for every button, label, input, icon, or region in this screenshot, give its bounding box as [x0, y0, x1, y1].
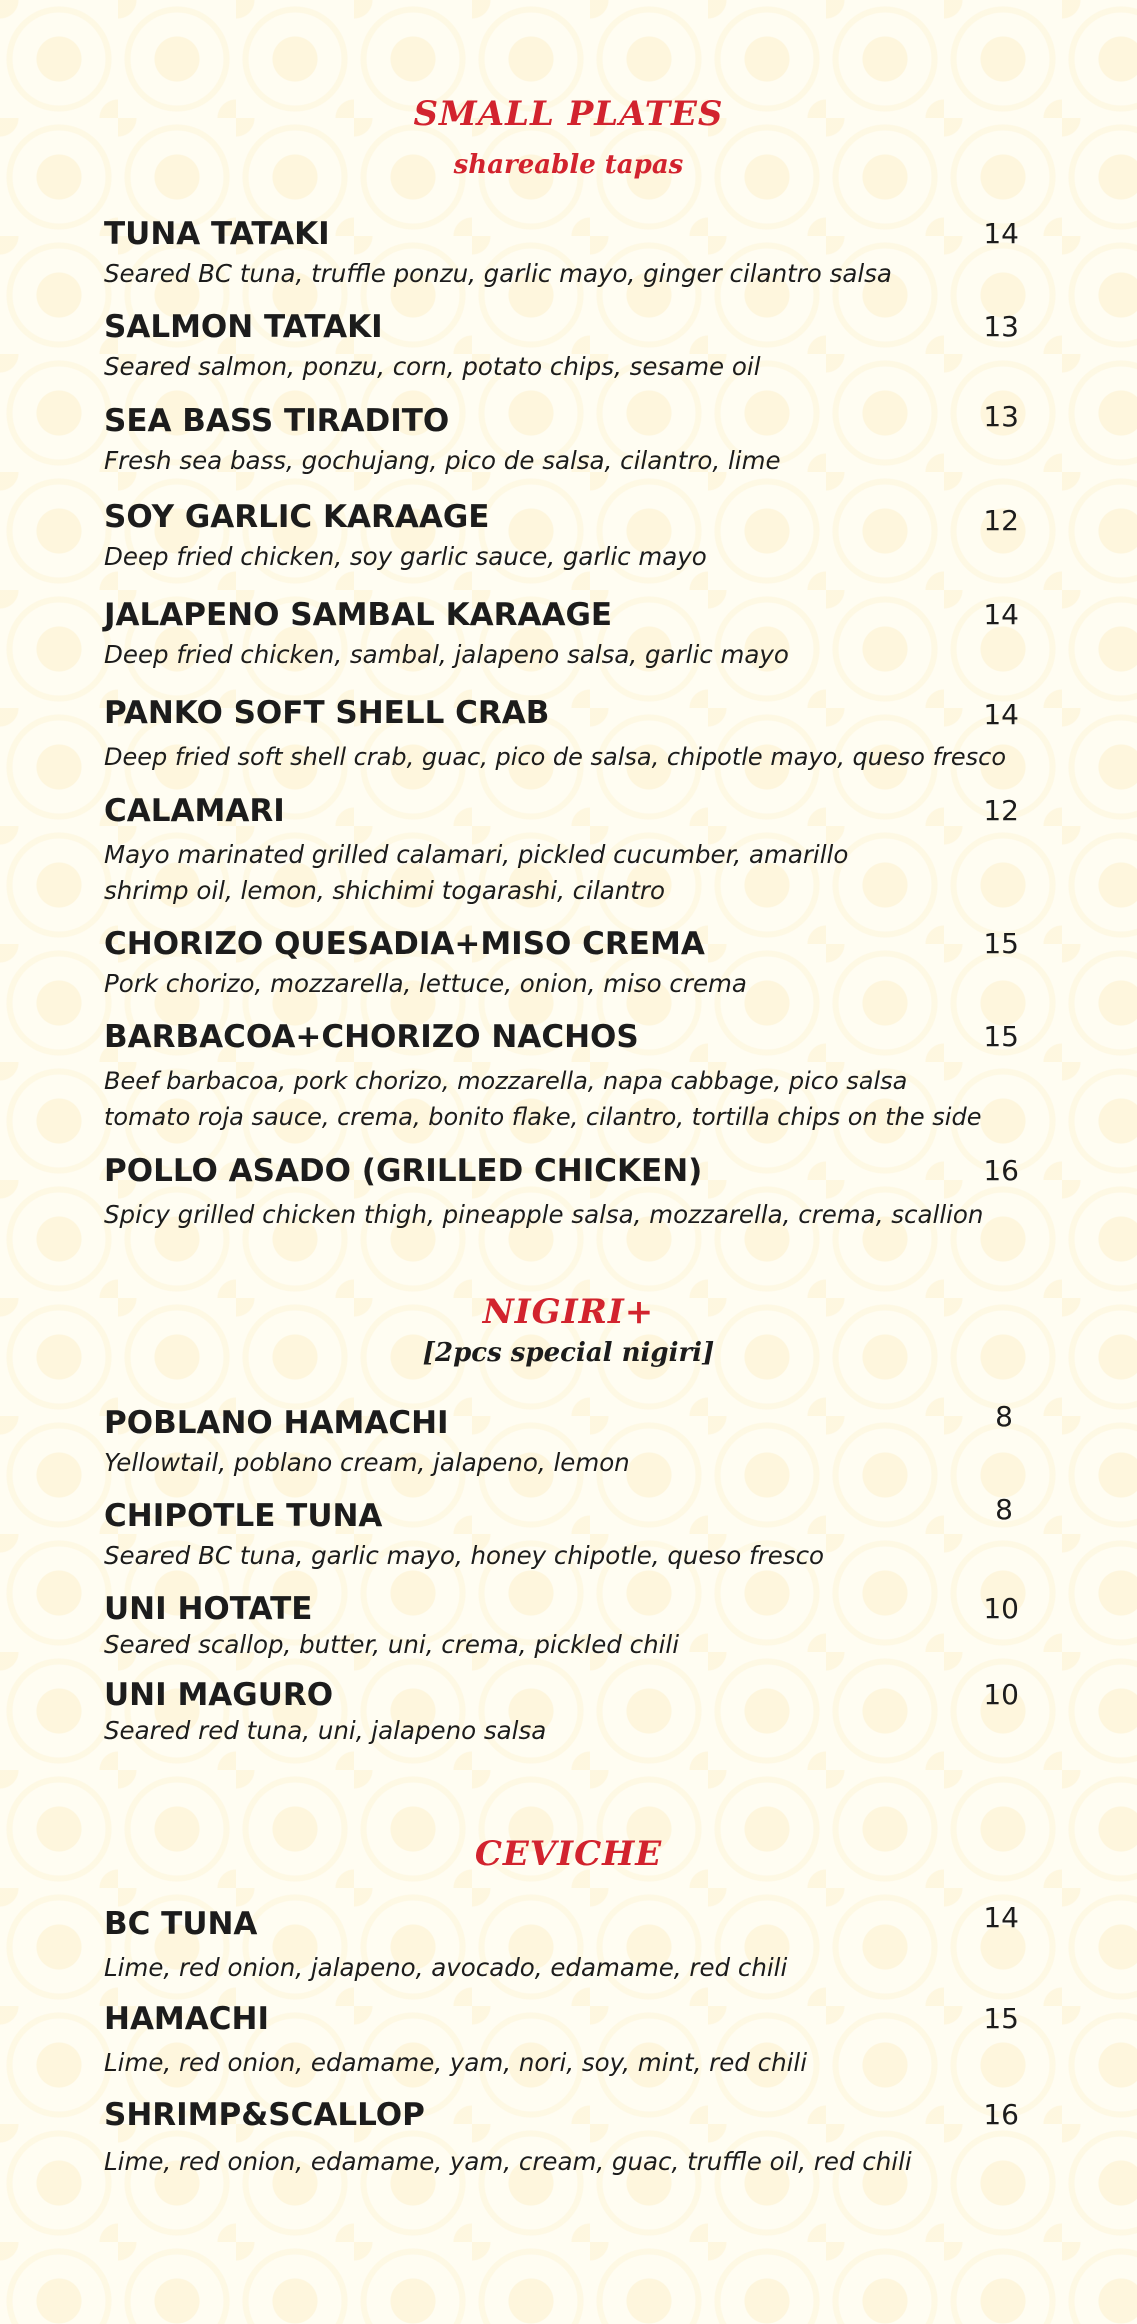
item-description-line: Lime, red onion, edamame, yam, cream, guac, truffle oil, red chili	[104, 2147, 912, 2176]
item-name: BC TUNA	[104, 1906, 258, 1942]
item-description-line: Deep fried chicken, sambal, jalapeno salsa, garlic mayo	[104, 640, 789, 669]
item-description	[104, 1063, 1044, 1135]
item-name: BARBACOA+CHORIZO NACHOS	[104, 1019, 639, 1055]
item-price: 10	[983, 1678, 1019, 1711]
item-description	[104, 637, 1044, 673]
item-price: 15	[983, 927, 1019, 960]
item-name: JALAPENO SAMBAL KARAAGE	[104, 597, 613, 633]
item-name: HAMACHI	[104, 2001, 270, 2037]
item-price: 12	[983, 794, 1019, 827]
ceviche-title: CEVICHE	[474, 1834, 663, 1874]
item-description-line: Spicy grilled chicken thigh, pineapple salsa, mozzarella, crema, scallion	[104, 1200, 984, 1229]
item-name: TUNA TATAKI	[104, 216, 330, 252]
item-description-line: Beef barbacoa, pork chorizo, mozzarella, napa cabbage, pico salsa	[104, 1067, 908, 1095]
item-description	[104, 539, 1044, 575]
item-description	[104, 1197, 1044, 1233]
item-price: 15	[983, 1020, 1019, 1053]
item-name: UNI HOTATE	[104, 1591, 313, 1627]
item-description-line: Yellowtail, poblano cream, jalapeno, lemon	[104, 1448, 630, 1477]
item-name: CHORIZO QUESADIA+MISO CREMA	[104, 926, 705, 962]
item-price: 12	[983, 504, 1019, 537]
item-description-line: Lime, red onion, jalapeno, avocado, edamame, red chili	[104, 1953, 788, 1982]
item-description	[104, 1445, 1044, 1481]
item-description-line: shrimp oil, lemon, shichimi togarashi, cilantro	[104, 876, 665, 905]
item-description-line: Deep fried chicken, soy garlic sauce, garlic mayo	[104, 542, 707, 571]
item-description-line: Mayo marinated grilled calamari, pickled cucumber, amarillo	[104, 840, 849, 869]
item-price: 13	[983, 310, 1019, 343]
item-price: 14	[983, 217, 1019, 250]
item-description	[104, 349, 1044, 385]
item-description	[104, 2144, 1044, 2180]
small-plates-subtitle: shareable tapas	[453, 150, 684, 180]
item-price: 16	[983, 1154, 1019, 1187]
item-description-line: Fresh sea bass, gochujang, pico de salsa, cilantro, lime	[104, 446, 781, 475]
item-description-line: Seared scallop, butter, uni, crema, pickled chili	[104, 1630, 680, 1659]
item-description-line: Seared BC tuna, garlic mayo, honey chipotle, queso fresco	[104, 1541, 825, 1570]
nigiri-title: NIGIRI+	[482, 1292, 655, 1332]
item-description	[104, 1538, 1044, 1574]
item-price: 16	[983, 2098, 1019, 2131]
item-description-line: Seared BC tuna, truffle ponzu, garlic mayo, ginger cilantro salsa	[104, 259, 892, 288]
item-price: 14	[983, 698, 1019, 731]
item-name: SOY GARLIC KARAAGE	[104, 499, 490, 535]
item-description	[104, 739, 1044, 775]
item-price: 8	[995, 1493, 1013, 1526]
item-description-line: Seared red tuna, uni, jalapeno salsa	[104, 1716, 547, 1745]
item-name: POLLO ASADO (GRILLED CHICKEN)	[104, 1153, 703, 1189]
item-description	[104, 1627, 1044, 1663]
item-description	[104, 2045, 1044, 2081]
item-name: UNI MAGURO	[104, 1677, 334, 1713]
item-price: 13	[983, 400, 1019, 433]
item-description-line: tomato roja sauce, crema, bonito flake, cilantro, tortilla chips on the side	[104, 1103, 982, 1131]
item-description	[104, 256, 1044, 292]
item-name: SEA BASS TIRADITO	[104, 403, 450, 439]
item-name: SHRIMP&SCALLOP	[104, 2097, 425, 2133]
item-description	[104, 1950, 1044, 1986]
item-description-line: Pork chorizo, mozzarella, lettuce, onion, miso crema	[104, 969, 747, 998]
item-name: POBLANO HAMACHI	[104, 1405, 449, 1441]
item-price: 14	[983, 598, 1019, 631]
nigiri-subtitle: [2pcs special nigiri]	[422, 1338, 715, 1368]
item-price: 8	[995, 1400, 1013, 1433]
item-description	[104, 837, 1044, 909]
item-price: 14	[983, 1901, 1019, 1934]
item-name: CHIPOTLE TUNA	[104, 1498, 383, 1534]
item-price: 10	[983, 1592, 1019, 1625]
item-description-line: Seared salmon, ponzu, corn, potato chips, sesame oil	[104, 352, 761, 381]
item-description	[104, 1713, 1044, 1749]
item-name: PANKO SOFT SHELL CRAB	[104, 695, 550, 731]
item-price: 15	[983, 2002, 1019, 2035]
item-description-line: Deep fried soft shell crab, guac, pico de salsa, chipotle mayo, queso fresco	[104, 743, 1007, 771]
item-name: SALMON TATAKI	[104, 309, 383, 345]
small-plates-title: SMALL PLATES	[413, 94, 724, 134]
item-description-line: Lime, red onion, edamame, yam, nori, soy, mint, red chili	[104, 2048, 808, 2077]
item-description	[104, 443, 1044, 479]
item-name: CALAMARI	[104, 793, 285, 829]
item-description	[104, 966, 1044, 1002]
